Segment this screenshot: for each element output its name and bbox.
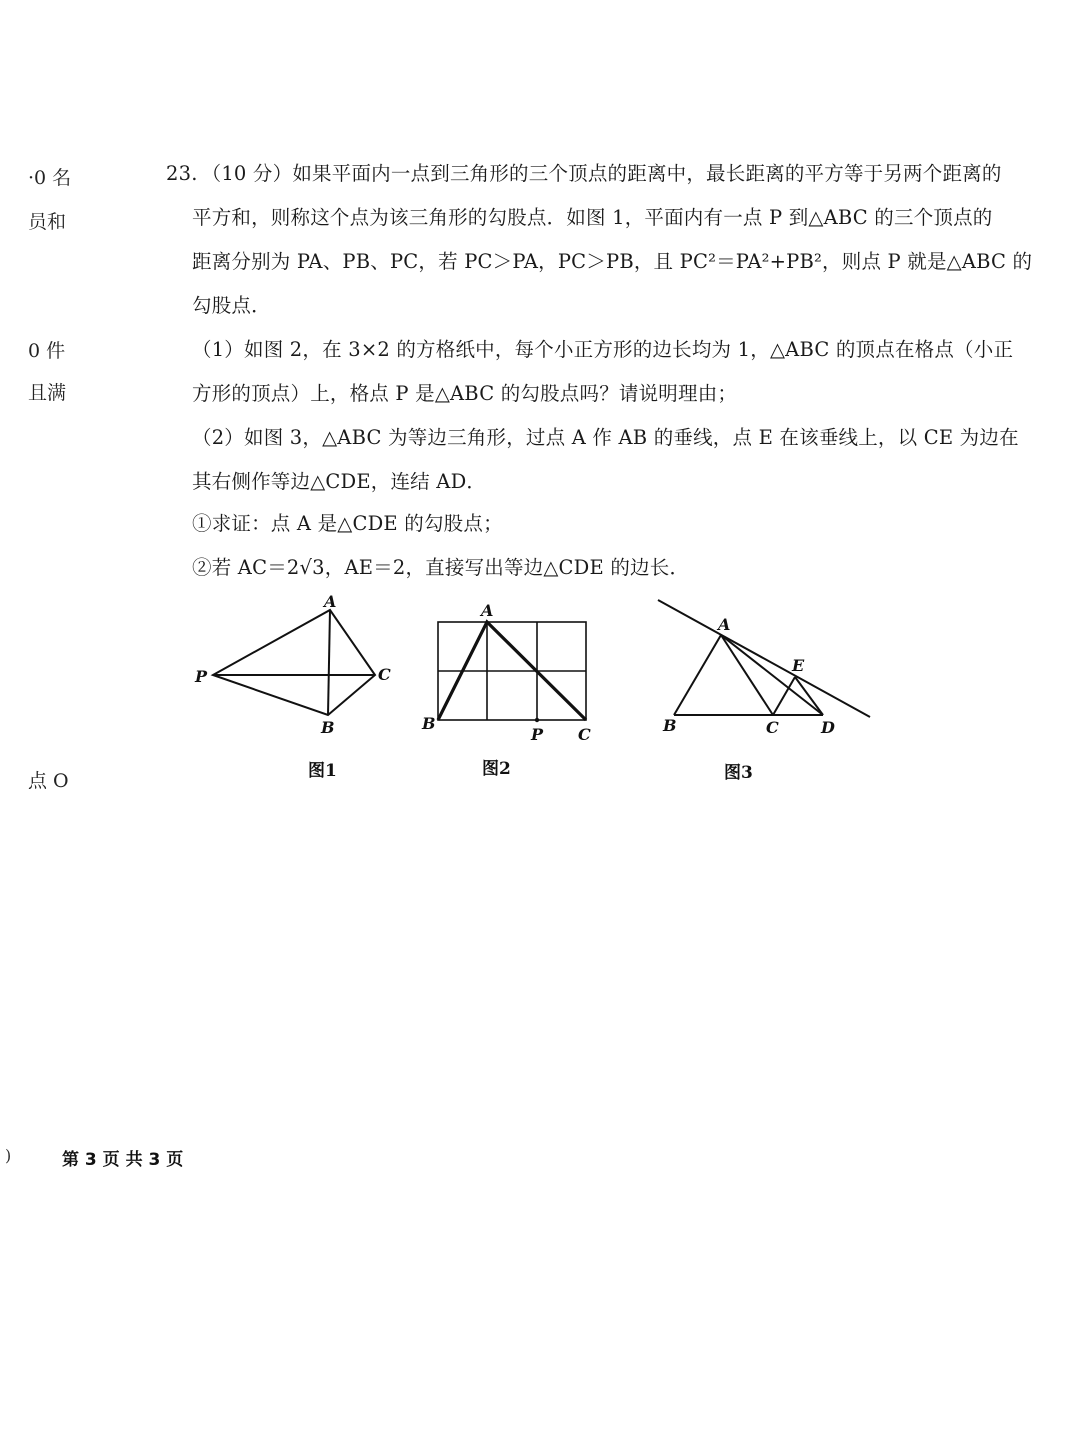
figure-3-caption: 图3 — [724, 763, 753, 783]
page-number: 第 3 页 共 3 页 — [62, 1150, 184, 1170]
fig1-label-b: B — [321, 718, 335, 737]
sub-question-2: ②若 AC＝2√3，AE＝2，直接写出等边△CDE 的边长． — [192, 556, 690, 579]
figure-1-lines — [213, 610, 375, 715]
fig2-label-c: C — [578, 725, 591, 744]
figure-1-caption: 图1 — [308, 761, 337, 781]
question-intro-4: 勾股点． — [192, 294, 271, 317]
question-intro-2: 平方和，则称这个点为该三角形的勾股点．如图 1，平面内有一点 P 到△ABC 的三个顶点的 — [192, 206, 993, 229]
margin-fragment-5: 点 O — [28, 770, 69, 792]
fig3-label-a: A — [718, 615, 731, 634]
figure-2-grid — [438, 622, 586, 720]
figure-2-caption: 图2 — [482, 759, 511, 779]
fig2-label-b: B — [422, 714, 436, 733]
question-points: （10 分） — [201, 162, 293, 185]
question-line-1 — [166, 158, 1002, 186]
figure-1 — [190, 590, 410, 750]
fig1-label-p: P — [195, 667, 208, 686]
fig2-label-p: P — [531, 725, 544, 744]
fig3-label-c: C — [766, 718, 779, 737]
question-intro-3: 距离分别为 PA、PB、PC，若 PC＞PA，PC＞PB，且 PC²＝PA²+PB²，则点 P 就是△ABC 的 — [192, 250, 1033, 273]
fig3-label-d: D — [821, 718, 835, 737]
question-intro-1: 如果平面内一点到三角形的三个顶点的距离中，最长距离的平方等于另两个距离的 — [292, 162, 1002, 185]
margin-fragment-3: 0 件 — [28, 340, 66, 362]
figure-3 — [650, 592, 880, 742]
figure-2 — [418, 598, 608, 748]
sub-question-1: ①求证：点 A 是△CDE 的勾股点； — [192, 512, 503, 535]
figure-3-lines — [658, 600, 870, 717]
part2-line-2: 其右侧作等边△CDE，连结 AD． — [192, 470, 487, 493]
fig1-label-a: A — [324, 592, 337, 611]
part2-line-1: （2）如图 3，△ABC 为等边三角形，过点 A 作 AB 的垂线，点 E 在该垂线上，以 CE 为边在 — [192, 426, 1019, 449]
question-number: 23. — [166, 162, 198, 185]
fig2-label-a: A — [481, 601, 494, 620]
fig3-label-b: B — [663, 716, 677, 735]
margin-fragment-4: 且满 — [28, 382, 67, 404]
part1-line-2: 方形的顶点）上，格点 P 是△ABC 的勾股点吗？请说明理由； — [192, 382, 738, 405]
margin-fragment-1: ·0 名 — [28, 167, 72, 189]
fig2-point-p — [535, 718, 539, 722]
part1-line-1: （1）如图 2，在 3×2 的方格纸中，每个小正方形的边长均为 1，△ABC 的顶点在格点（小正 — [192, 338, 1014, 361]
fig1-label-c: C — [378, 665, 391, 684]
margin-fragment-2: 员和 — [28, 211, 67, 233]
edge-mark: ) — [5, 1146, 12, 1165]
fig3-label-e: E — [792, 656, 805, 675]
